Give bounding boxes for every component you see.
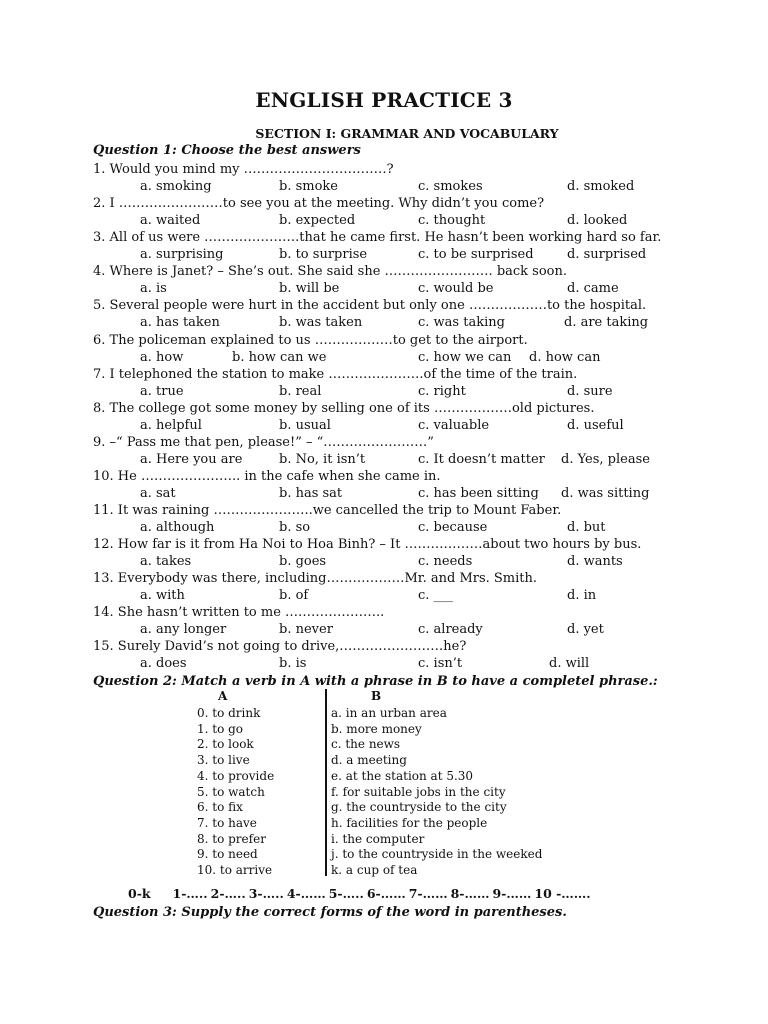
answer-option-15-d[interactable]: d. will: [549, 656, 590, 671]
answer-option-13-d[interactable]: d. in: [567, 588, 597, 603]
question-1-item-7: 7. I telephoned the station to make ………………….of the time of the train.: [93, 367, 578, 382]
answer-option-13-c[interactable]: c. ___: [418, 588, 454, 603]
answer-option-14-d[interactable]: d. yet: [567, 622, 604, 637]
question-1-item-11: 11. It was raining …………………..we cancelled the trip to Mount Faber.: [93, 503, 562, 518]
answer-slot[interactable]: 5-…..: [328, 886, 364, 901]
answer-option-12-d[interactable]: d. wants: [567, 554, 623, 569]
match-a-item: 2. to look: [197, 737, 254, 751]
question-3-heading: Question 3: Supply the correct forms of the word in parentheses.: [93, 905, 567, 920]
answer-option-2-d[interactable]: d. looked: [567, 213, 628, 228]
answer-option-3-d[interactable]: d. surprised: [567, 247, 647, 262]
answer-option-4-c[interactable]: c. would be: [418, 281, 494, 296]
answer-slot[interactable]: 10 -…….: [534, 886, 591, 901]
answer-option-8-b[interactable]: b. usual: [279, 418, 331, 433]
match-a-item: 3. to live: [197, 753, 250, 767]
match-a-item: 1. to go: [197, 722, 244, 736]
answer-option-7-a[interactable]: a. true: [140, 384, 184, 399]
answer-option-12-b[interactable]: b. goes: [279, 554, 327, 569]
answer-slot[interactable]: 9-……: [492, 886, 532, 901]
answer-option-5-a[interactable]: a. has taken: [140, 315, 220, 330]
answer-option-15-c[interactable]: c. isn’t: [418, 656, 463, 671]
column-b-heading: B: [371, 689, 382, 703]
question-1-heading: Question 1: Choose the best answers: [93, 143, 361, 158]
answer-option-4-a[interactable]: a. is: [140, 281, 167, 296]
match-b-item: g. the countryside to the city: [331, 800, 507, 814]
question-1-item-1: 1. Would you mind my ……………………………?: [93, 162, 394, 177]
match-b-item: j. to the countryside in the weeked: [331, 847, 543, 861]
answer-option-11-b[interactable]: b. so: [279, 520, 311, 535]
match-b-item: h. facilities for the people: [331, 816, 488, 830]
question-1-item-4: 4. Where is Janet? – She’s out. She said she ……………………. back soon.: [93, 264, 568, 279]
match-a-item: 6. to fix: [197, 800, 243, 814]
answer-option-10-d[interactable]: d. was sitting: [561, 486, 650, 501]
answer-option-2-b[interactable]: b. expected: [279, 213, 356, 228]
answer-option-12-c[interactable]: c. needs: [418, 554, 473, 569]
answer-option-7-b[interactable]: b. real: [279, 384, 322, 399]
answer-key-row: [128, 886, 594, 901]
answer-option-3-c[interactable]: c. to be surprised: [418, 247, 534, 262]
question-1-item-2: 2. I ……………………to see you at the meeting. Why didn’t you come?: [93, 196, 545, 211]
answer-option-6-a[interactable]: a. how: [140, 350, 184, 365]
answer-option-11-d[interactable]: d. but: [567, 520, 606, 535]
answer-option-10-a[interactable]: a. sat: [140, 486, 176, 501]
column-divider: [325, 689, 327, 876]
answer-option-4-b[interactable]: b. will be: [279, 281, 340, 296]
answer-option-2-a[interactable]: a. waited: [140, 213, 201, 228]
answer-option-11-c[interactable]: c. because: [418, 520, 488, 535]
answer-option-10-c[interactable]: c. has been sitting: [418, 486, 539, 501]
answer-option-5-d[interactable]: d. are taking: [564, 315, 649, 330]
answer-option-6-d[interactable]: d. how can: [529, 350, 601, 365]
answer-slot[interactable]: 7-……: [408, 886, 448, 901]
page-title: ENGLISH PRACTICE 3: [255, 88, 513, 112]
answer-option-5-b[interactable]: b. was taken: [279, 315, 363, 330]
match-a-item: 0. to drink: [197, 706, 261, 720]
answer-option-1-c[interactable]: c. smokes: [418, 179, 483, 194]
match-b-item: d. a meeting: [331, 753, 407, 767]
answer-option-12-a[interactable]: a. takes: [140, 554, 192, 569]
question-1-item-13: 13. Everybody was there, including………………Mr. and Mrs. Smith.: [93, 571, 538, 586]
question-1-item-10: 10. He ………………….. in the cafe when she came in.: [93, 469, 441, 484]
answer-slot[interactable]: 4-……: [286, 886, 326, 901]
match-a-item: 4. to provide: [197, 769, 275, 783]
answer-option-14-a[interactable]: a. any longer: [140, 622, 227, 637]
answer-option-3-a[interactable]: a. surprising: [140, 247, 224, 262]
answer-option-4-d[interactable]: d. came: [567, 281, 619, 296]
answer-option-1-d[interactable]: d. smoked: [567, 179, 635, 194]
match-b-item: i. the computer: [331, 832, 425, 846]
answer-option-9-c[interactable]: c. It doesn’t matter: [418, 452, 545, 467]
match-a-item: 9. to need: [197, 847, 258, 861]
answer-option-7-d[interactable]: d. sure: [567, 384, 613, 399]
match-b-item: f. for suitable jobs in the city: [331, 785, 506, 799]
answer-option-1-a[interactable]: a. smoking: [140, 179, 212, 194]
match-b-item: b. more money: [331, 722, 422, 736]
question-1-item-5: 5. Several people were hurt in the accident but only one ………………to the hospital.: [93, 298, 647, 313]
answer-option-8-a[interactable]: a. helpful: [140, 418, 202, 433]
match-b-item: c. the news: [331, 737, 401, 751]
question-1-item-8: 8. The college got some money by selling one of its ………………old pictures.: [93, 401, 595, 416]
answer-option-11-a[interactable]: a. although: [140, 520, 215, 535]
match-a-item: 8. to prefer: [197, 832, 266, 846]
answer-option-3-b[interactable]: b. to surprise: [279, 247, 368, 262]
question-1-item-3: 3. All of us were ………………….that he came first. He hasn’t been working hard so far.: [93, 230, 662, 245]
answer-option-14-b[interactable]: b. never: [279, 622, 333, 637]
answer-slot[interactable]: 0-k: [128, 886, 151, 901]
answer-option-14-c[interactable]: c. already: [418, 622, 483, 637]
answer-option-7-c[interactable]: c. right: [418, 384, 466, 399]
answer-option-10-b[interactable]: b. has sat: [279, 486, 343, 501]
answer-slot[interactable]: 2-…..: [210, 886, 246, 901]
answer-option-15-b[interactable]: b. is: [279, 656, 307, 671]
question-1-item-6: 6. The policeman explained to us ………………to get to the airport.: [93, 333, 528, 348]
answer-slot[interactable]: 6-……: [366, 886, 406, 901]
match-a-item: 5. to watch: [197, 785, 265, 799]
answer-slot[interactable]: 8-……: [450, 886, 490, 901]
match-a-item: 10. to arrive: [197, 863, 273, 877]
question-2-heading: Question 2: Match a verb in A with a phrase in B to have a completel phrase.:: [93, 674, 658, 689]
section-heading: SECTION I: GRAMMAR AND VOCABULARY: [255, 126, 559, 141]
question-1-item-15: 15. Surely David’s not going to drive,……………………he?: [93, 639, 467, 654]
answer-option-2-c[interactable]: c. thought: [418, 213, 486, 228]
answer-slot[interactable]: 1-…..: [172, 886, 208, 901]
match-b-item: a. in an urban area: [331, 706, 447, 720]
answer-option-1-b[interactable]: b. smoke: [279, 179, 338, 194]
answer-slot[interactable]: 3-…..: [248, 886, 284, 901]
answer-option-13-a[interactable]: a. with: [140, 588, 185, 603]
answer-option-9-d[interactable]: d. Yes, please: [561, 452, 650, 467]
match-b-item: e. at the station at 5.30: [331, 769, 474, 783]
question-1-item-9: 9. –“ Pass me that pen, please!” – “……………………”: [93, 435, 434, 450]
answer-option-13-b[interactable]: b. of: [279, 588, 309, 603]
answer-option-8-d[interactable]: d. useful: [567, 418, 624, 433]
question-1-item-14: 14. She hasn’t written to me …………………..: [93, 605, 385, 620]
answer-option-6-c[interactable]: c. how we can: [418, 350, 512, 365]
question-1-item-12: 12. How far is it from Ha Noi to Hoa Binh? – It ………………about two hours by bus.: [93, 537, 642, 552]
answer-option-8-c[interactable]: c. valuable: [418, 418, 490, 433]
answer-option-6-b[interactable]: b. how can we: [232, 350, 327, 365]
answer-option-5-c[interactable]: c. was taking: [418, 315, 505, 330]
match-a-item: 7. to have: [197, 816, 257, 830]
answer-option-9-a[interactable]: a. Here you are: [140, 452, 243, 467]
match-b-item: k. a cup of tea: [331, 863, 418, 877]
column-a-heading: A: [218, 689, 228, 703]
answer-option-15-a[interactable]: a. does: [140, 656, 187, 671]
answer-option-9-b[interactable]: b. No, it isn’t: [279, 452, 366, 467]
